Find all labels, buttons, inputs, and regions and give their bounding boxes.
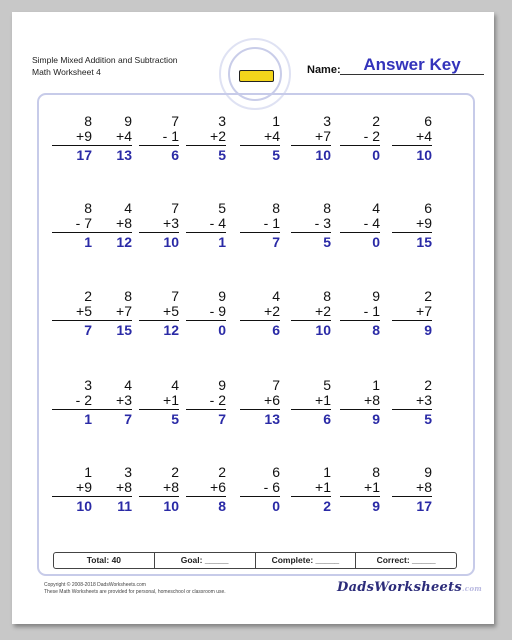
problem-answer: 15 — [116, 322, 132, 338]
problem-item — [392, 201, 432, 250]
problem-operand: +4 — [392, 129, 432, 146]
problem-answer: 10 — [76, 498, 92, 514]
problem-operand: - 6 — [240, 480, 280, 497]
problem-item — [240, 114, 280, 163]
problem-top-number: 4 — [124, 200, 132, 216]
problem-top-number: 7 — [171, 113, 179, 129]
problem-answer: 6 — [323, 411, 331, 427]
problem-answer: 5 — [323, 234, 331, 250]
problem-item — [52, 201, 92, 250]
problem-top-number: 3 — [124, 464, 132, 480]
problem-top-number: 3 — [323, 113, 331, 129]
total-field: Total: 40 — [54, 553, 155, 568]
problem-top-number: 6 — [272, 464, 280, 480]
problem-operand: - 1 — [139, 129, 179, 146]
problem-operand: - 2 — [186, 393, 226, 410]
problem-top-number: 8 — [323, 288, 331, 304]
logo-text: DadsWorksheets — [337, 580, 463, 595]
problem-item — [392, 114, 432, 163]
problem-item — [240, 378, 280, 427]
problem-item — [340, 378, 380, 427]
problem-operand: - 1 — [340, 304, 380, 321]
problem-item — [240, 465, 280, 514]
problem-operand: +3 — [392, 393, 432, 410]
problem-top-number: 8 — [84, 113, 92, 129]
problem-answer: 1 — [84, 411, 92, 427]
problem-operand: +3 — [139, 216, 179, 233]
problem-item — [92, 201, 132, 250]
problem-operand: +8 — [92, 480, 132, 497]
problem-top-number: 1 — [84, 464, 92, 480]
problem-item — [52, 114, 92, 163]
problem-answer: 9 — [372, 498, 380, 514]
problem-top-number: 9 — [124, 113, 132, 129]
problem-operand: +7 — [291, 129, 331, 146]
problem-operand: - 9 — [186, 304, 226, 321]
problem-top-number: 2 — [424, 377, 432, 393]
problem-item — [92, 465, 132, 514]
problem-top-number: 8 — [84, 200, 92, 216]
answer-key-text: Answer Key — [363, 55, 461, 74]
site-logo[interactable] — [337, 580, 482, 595]
problem-top-number: 5 — [323, 377, 331, 393]
problem-operand: +4 — [240, 129, 280, 146]
problem-item — [186, 465, 226, 514]
problem-answer: 1 — [218, 234, 226, 250]
problem-answer: 8 — [372, 322, 380, 338]
problem-top-number: 8 — [372, 464, 380, 480]
problem-item — [92, 114, 132, 163]
correct-field[interactable]: Correct: _____ — [376, 555, 436, 565]
problem-top-number: 4 — [372, 200, 380, 216]
problem-operand: +4 — [92, 129, 132, 146]
copyright-line-1: Copyright © 2008-2018 DadsWorksheets.com — [44, 582, 146, 588]
problem-answer: 2 — [323, 498, 331, 514]
problem-answer: 7 — [218, 411, 226, 427]
problem-answer: 17 — [416, 498, 432, 514]
problem-operand: +5 — [52, 304, 92, 321]
problem-operand: +2 — [186, 129, 226, 146]
problem-answer: 10 — [315, 147, 331, 163]
problem-operand: +7 — [92, 304, 132, 321]
name-field[interactable] — [340, 56, 484, 75]
logo-suffix: .com — [462, 584, 482, 593]
problem-answer: 5 — [218, 147, 226, 163]
problem-item — [240, 289, 280, 338]
problem-item — [186, 289, 226, 338]
problem-item — [340, 465, 380, 514]
problem-operand: - 4 — [186, 216, 226, 233]
problem-answer: 0 — [272, 498, 280, 514]
problem-answer: 11 — [117, 498, 132, 514]
problem-top-number: 9 — [372, 288, 380, 304]
problem-answer: 12 — [163, 322, 179, 338]
problem-operand: +1 — [340, 480, 380, 497]
problem-operand: +5 — [139, 304, 179, 321]
problem-top-number: 2 — [372, 113, 380, 129]
problem-operand: +3 — [92, 393, 132, 410]
problem-answer: 6 — [272, 322, 280, 338]
problem-operand: +1 — [139, 393, 179, 410]
problem-item — [340, 289, 380, 338]
problem-answer: 10 — [163, 234, 179, 250]
problem-top-number: 2 — [84, 288, 92, 304]
problem-item — [52, 378, 92, 427]
problem-item — [92, 289, 132, 338]
copyright-line-2: These Math Worksheets are provided for personal, homeschool or classroom use. — [44, 589, 226, 595]
problem-top-number: 4 — [124, 377, 132, 393]
problem-top-number: 2 — [218, 464, 226, 480]
problem-answer: 13 — [264, 411, 280, 427]
problem-item — [291, 201, 331, 250]
problem-top-number: 1 — [372, 377, 380, 393]
problem-top-number: 9 — [424, 464, 432, 480]
problem-operand: +9 — [392, 216, 432, 233]
problem-top-number: 7 — [272, 377, 280, 393]
problem-operand: - 1 — [240, 216, 280, 233]
problem-operand: +1 — [291, 480, 331, 497]
complete-field[interactable]: Complete: _____ — [256, 553, 357, 568]
copyright-notice — [44, 582, 226, 596]
problem-item — [52, 289, 92, 338]
problem-top-number: 7 — [171, 200, 179, 216]
problem-operand: +6 — [186, 480, 226, 497]
problem-item — [186, 378, 226, 427]
problem-operand: +1 — [291, 393, 331, 410]
problem-operand: - 4 — [340, 216, 380, 233]
problem-answer: 5 — [272, 147, 280, 163]
problem-top-number: 3 — [84, 377, 92, 393]
problem-item — [92, 378, 132, 427]
problem-item — [392, 378, 432, 427]
problem-answer: 15 — [416, 234, 432, 250]
problem-operand: +8 — [139, 480, 179, 497]
problem-operand: +9 — [52, 480, 92, 497]
problem-top-number: 9 — [218, 377, 226, 393]
problem-answer: 5 — [424, 411, 432, 427]
problem-item — [186, 114, 226, 163]
problem-item — [52, 465, 92, 514]
problem-answer: 8 — [218, 498, 226, 514]
score-bar — [53, 552, 457, 569]
problem-operand: +8 — [92, 216, 132, 233]
pencil-icon — [239, 70, 274, 82]
problem-top-number: 7 — [171, 288, 179, 304]
goal-field[interactable]: Goal: _____ — [155, 553, 256, 568]
problem-top-number: 6 — [424, 113, 432, 129]
problem-answer: 12 — [116, 234, 132, 250]
problem-item — [392, 465, 432, 514]
problem-top-number: 1 — [323, 464, 331, 480]
problem-answer: 10 — [163, 498, 179, 514]
problem-top-number: 3 — [218, 113, 226, 129]
problem-answer: 10 — [315, 322, 331, 338]
problem-answer: 0 — [372, 234, 380, 250]
problem-answer: 17 — [76, 147, 92, 163]
problem-item — [291, 465, 331, 514]
title-line-1: Simple Mixed Addition and Subtraction — [32, 55, 178, 65]
problem-item — [392, 289, 432, 338]
problem-answer: 7 — [124, 411, 132, 427]
problem-top-number: 4 — [171, 377, 179, 393]
problem-top-number: 2 — [424, 288, 432, 304]
problem-item — [340, 114, 380, 163]
problem-operand: +7 — [392, 304, 432, 321]
problem-operand: +8 — [340, 393, 380, 410]
problem-answer: 0 — [218, 322, 226, 338]
title-line-2: Math Worksheet 4 — [32, 67, 101, 77]
problem-item — [291, 289, 331, 338]
problem-operand: +2 — [291, 304, 331, 321]
problem-top-number: 2 — [171, 464, 179, 480]
problem-answer: 6 — [171, 147, 179, 163]
problem-top-number: 1 — [272, 113, 280, 129]
problem-top-number: 9 — [218, 288, 226, 304]
problem-operand: +6 — [240, 393, 280, 410]
problem-operand: +2 — [240, 304, 280, 321]
problem-item — [139, 378, 179, 427]
problem-item — [240, 201, 280, 250]
problem-top-number: 4 — [272, 288, 280, 304]
problem-answer: 13 — [116, 147, 132, 163]
problem-operand: - 2 — [52, 393, 92, 410]
problem-operand: - 3 — [291, 216, 331, 233]
problem-answer: 0 — [372, 147, 380, 163]
problem-item — [139, 114, 179, 163]
problem-answer: 7 — [84, 322, 92, 338]
problem-operand: +8 — [392, 480, 432, 497]
problem-operand: +9 — [52, 129, 92, 146]
problem-top-number: 5 — [218, 200, 226, 216]
problem-item — [139, 465, 179, 514]
problem-item — [139, 289, 179, 338]
problem-answer: 7 — [272, 234, 280, 250]
problem-item — [139, 201, 179, 250]
problem-top-number: 6 — [424, 200, 432, 216]
problem-answer: 9 — [424, 322, 432, 338]
name-label: Name: — [307, 64, 341, 76]
problem-answer: 9 — [372, 411, 380, 427]
problem-item — [340, 201, 380, 250]
problem-answer: 1 — [84, 234, 92, 250]
problem-item — [291, 114, 331, 163]
problem-top-number: 8 — [124, 288, 132, 304]
worksheet-title — [32, 54, 178, 78]
problem-operand: - 2 — [340, 129, 380, 146]
problem-item — [291, 378, 331, 427]
problem-operand: - 7 — [52, 216, 92, 233]
problem-top-number: 8 — [323, 200, 331, 216]
problem-answer: 5 — [171, 411, 179, 427]
problem-item — [186, 201, 226, 250]
problem-top-number: 8 — [272, 200, 280, 216]
problem-answer: 10 — [416, 147, 432, 163]
